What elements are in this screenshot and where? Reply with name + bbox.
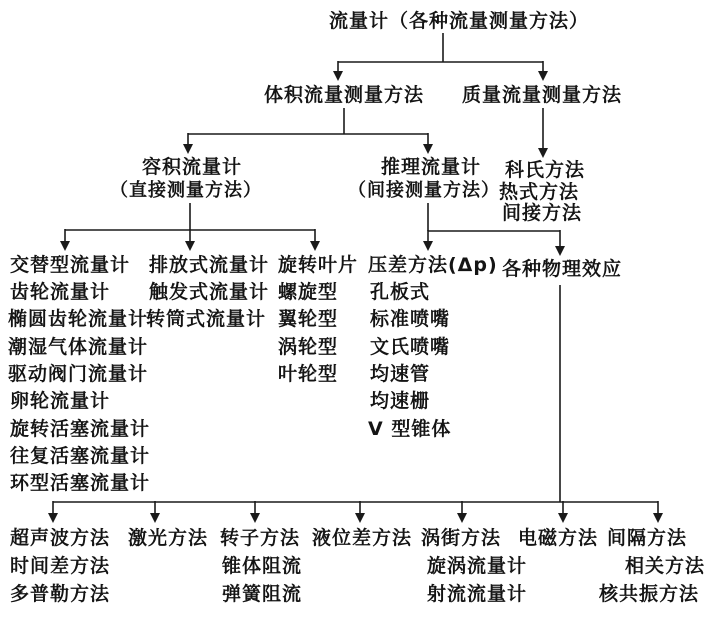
dp-list-item: 孔板式 [370, 281, 431, 303]
vane-list-item: 涡轮型 [278, 336, 339, 358]
bottom-item: 锥体阻流 [222, 555, 303, 577]
dp-list-item: 均速管 [370, 363, 431, 385]
bottom-item: 电磁方法 [518, 527, 599, 549]
bottom-item: 转子方法 [220, 527, 301, 549]
pd-list-item: 卵轮流量计 [10, 390, 111, 412]
dp-list-item: 文氏喷嘴 [370, 336, 451, 358]
bottom-item: 射流流量计 [427, 583, 528, 605]
vane-list-item: 螺旋型 [278, 281, 339, 303]
bottom-item: 弹簧阻流 [222, 583, 303, 605]
bottom-item: 相关方法 [625, 555, 706, 577]
bottom-item: 间隔方法 [607, 527, 688, 549]
bottom-item: 旋涡流量计 [427, 555, 528, 577]
mass-method-item: 热式方法 [499, 181, 580, 203]
pd-list-item: 齿轮流量计 [10, 281, 111, 303]
node-inferential-sub: （间接测量方法） [348, 180, 500, 201]
pd-list-item: 往复活塞流量计 [10, 445, 151, 467]
dp-list-item: V 型锥体 [368, 418, 452, 440]
bottom-item: 核共振方法 [599, 583, 700, 605]
pd-list-item: 椭圆齿轮流量计 [8, 308, 149, 330]
bottom-item: 超声波方法 [10, 527, 111, 549]
mass-method-item: 科氏方法 [505, 159, 586, 181]
vane-list-item: 叶轮型 [278, 363, 339, 385]
discharge-list-item: 转筒式流量计 [146, 308, 267, 330]
pd-list-item: 环型活塞流量计 [10, 472, 151, 494]
mass-method-item: 间接方法 [502, 202, 583, 224]
pd-list-item: 旋转活塞流量计 [10, 418, 151, 440]
bottom-item: 激光方法 [128, 527, 209, 549]
node-inferential: 推理流量计 [381, 156, 482, 178]
bottom-item: 液位差方法 [312, 527, 413, 549]
dp-list-item: 标准喷嘴 [370, 308, 451, 330]
vane-list-item: 旋转叶片 [278, 254, 359, 276]
bottom-item: 多普勒方法 [10, 583, 111, 605]
pd-list-item: 潮湿气体流量计 [8, 336, 149, 358]
node-volumetric-methods: 体积流量测量方法 [264, 84, 425, 106]
discharge-list-item: 排放式流量计 [149, 254, 270, 276]
node-physical-effects: 各种物理效应 [502, 258, 623, 280]
vane-list-item: 翼轮型 [278, 308, 339, 330]
discharge-list-item: 触发式流量计 [149, 281, 270, 303]
node-mass-methods: 质量流量测量方法 [462, 84, 623, 106]
node-positive-displacement-sub: （直接测量方法） [110, 180, 262, 201]
dp-list-item: 均速栅 [370, 390, 431, 412]
pd-list-item: 交替型流量计 [10, 254, 131, 276]
node-root: 流量计（各种流量测量方法） [329, 10, 590, 32]
dp-list-item: 压差方法(Δp) [368, 254, 498, 276]
pd-list-item: 驱动阀门流量计 [8, 363, 149, 385]
bottom-item: 涡街方法 [421, 527, 502, 549]
node-positive-displacement: 容积流量计 [142, 156, 243, 178]
bottom-item: 时间差方法 [10, 555, 111, 577]
